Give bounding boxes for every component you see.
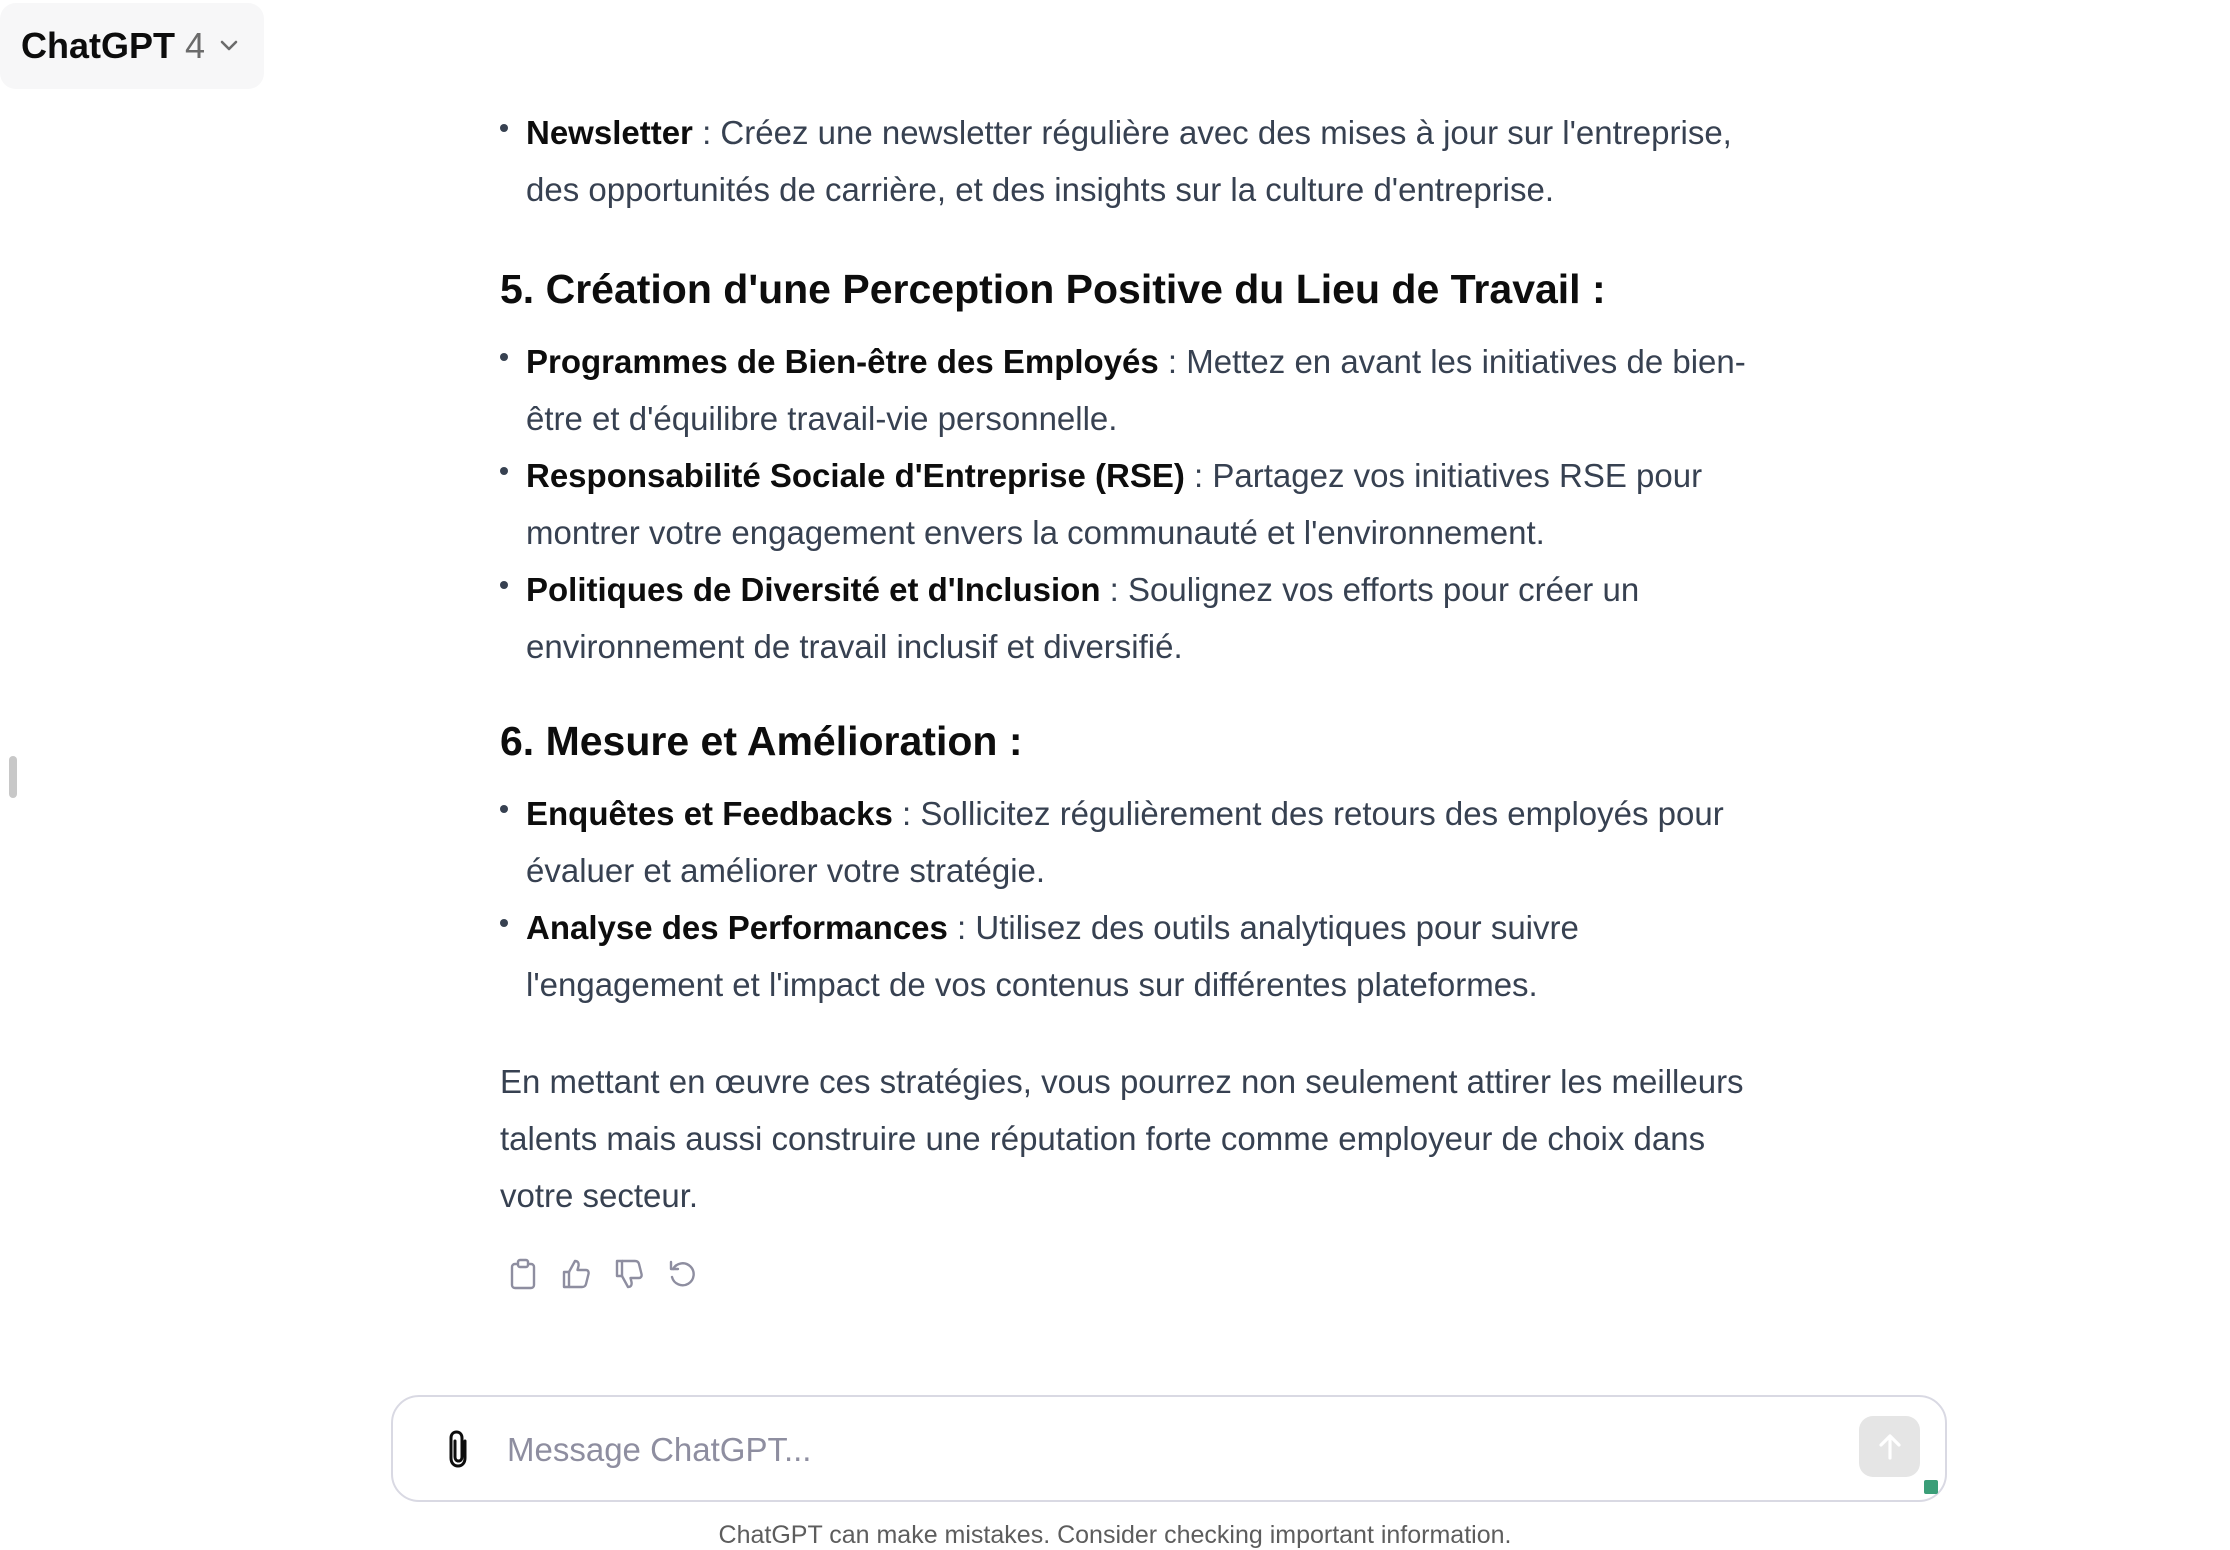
thumbs-down-icon[interactable] [612, 1257, 645, 1290]
list-item [513, 447, 1750, 561]
message-composer [391, 1395, 1947, 1502]
list-item [513, 104, 1750, 218]
list-item-text: : Soulignez vos efforts pour créer un environnement de travail inclusif et diversifié. [526, 571, 1640, 665]
list-item-title: Programmes de Bien-être des Employés [526, 343, 1159, 380]
disclaimer-text: ChatGPT can make mistakes. Consider checking important information. [718, 1521, 1512, 1549]
copy-icon[interactable] [506, 1257, 539, 1290]
send-button[interactable] [1859, 1416, 1920, 1477]
list-item-title: Politiques de Diversité et d'Inclusion [526, 571, 1101, 608]
assistant-message [500, 104, 1750, 1224]
list-item-text: : Utilisez des outils analytiques pour suivre l'engagement et l'impact de vos contenus sur différentes plateformes. [526, 909, 1579, 1003]
list-item-text: : Créez une newsletter régulière avec des mises à jour sur l'entreprise, des opportunités de carrière, et des insights sur la culture d'entreprise. [526, 114, 1732, 208]
section-heading-5: 5. Création d'une Perception Positive du Lieu de Travail : [500, 266, 1606, 312]
status-indicator [1924, 1480, 1938, 1494]
list-item-title: Responsabilité Sociale d'Entreprise (RSE) [526, 457, 1185, 494]
message-actions [506, 1257, 698, 1290]
section-5-list [513, 333, 1750, 675]
chevron-down-icon [219, 39, 239, 53]
model-name: ChatGPT [21, 25, 176, 66]
model-selector[interactable] [0, 3, 264, 89]
list-item-text: : Mettez en avant les initiatives de bien-être et d'équilibre travail-vie personnelle. [526, 343, 1746, 437]
section-heading-6: 6. Mesure et Amélioration : [500, 718, 1023, 764]
thumbs-up-icon[interactable] [559, 1257, 592, 1290]
sidebar-toggle-handle[interactable] [9, 756, 17, 798]
arrow-up-icon [1875, 1431, 1905, 1463]
list-item-title: Newsletter [526, 114, 693, 151]
message-input[interactable] [505, 1419, 1809, 1481]
regenerate-icon[interactable] [665, 1257, 698, 1290]
section-6-list [513, 785, 1750, 1013]
list-item [513, 785, 1750, 899]
closing-paragraph: En mettant en œuvre ces stratégies, vous pourrez non seulement attirer les meilleurs talents mais aussi construire une réputation forte comme employeur de choix dans votre secteur. [500, 1063, 1744, 1214]
list-item [513, 333, 1750, 447]
paperclip-icon[interactable] [435, 1426, 481, 1472]
list-item-text: : Sollicitez régulièrement des retours des employés pour évaluer et améliorer votre stratégie. [526, 795, 1724, 889]
list-item [513, 899, 1750, 1013]
list-item-title: Enquêtes et Feedbacks [526, 795, 893, 832]
list-item-title: Analyse des Performances [526, 909, 948, 946]
list-item-text: : Partagez vos initiatives RSE pour montrer votre engagement envers la communauté et l'environnement. [526, 457, 1703, 551]
model-version: 4 [185, 25, 206, 66]
list-item [513, 561, 1750, 675]
newsletter-list [513, 104, 1750, 218]
